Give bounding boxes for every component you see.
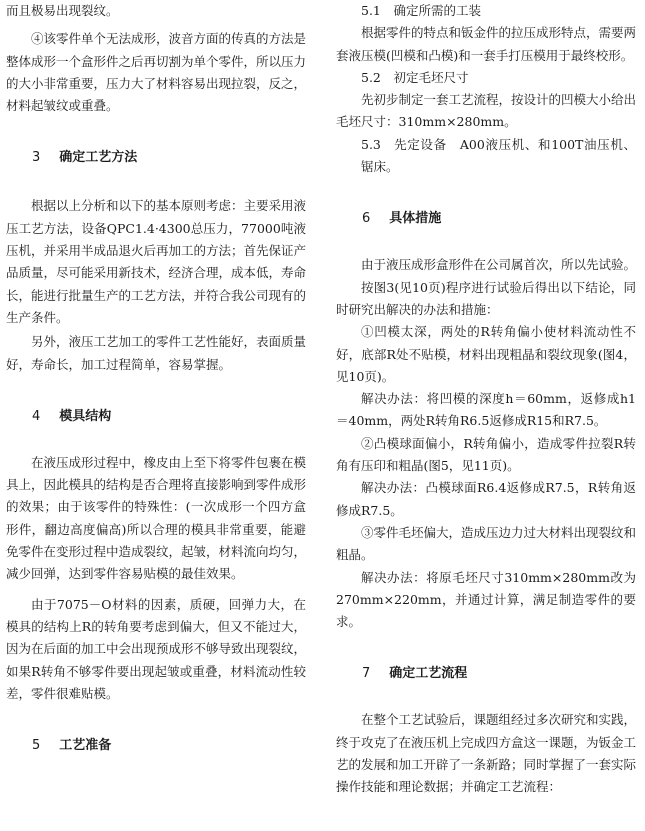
section-heading-6 xyxy=(336,208,636,230)
section-number: 4 xyxy=(32,408,41,424)
subsection-number: 5.2 xyxy=(361,69,381,85)
paragraph: 按图3(见10页)程序进行试验后得出以下结论，同时研究出解决的办法和措施： xyxy=(336,279,636,317)
paragraph: 由于7075－O材料的因素，质硬，回弹力大，在模具的结构上R的转角要考虑到偏大，但又不能过大，因为在后面的加工中会出现预成形不够导致出现裂纹，如果R转角不够零件要出现起皱或重叠，材料流动性较差，零件很难贴模。 xyxy=(6,596,307,701)
paragraph: ③零件毛坯偏大，造成压边力过大材料出现裂纹和粗晶。 xyxy=(336,524,637,563)
paragraph: 解决办法：将原毛坯尺寸310mm×280mm改为270mm×220mm，并通过计算，满足制造零件的要求。 xyxy=(336,569,636,630)
subsection-number: 5.1 xyxy=(361,3,381,18)
section-title: 工艺准备 xyxy=(59,738,112,754)
paragraph: 另外，液压工艺加工的零件工艺性能好，表面质量好，寿命长，加工过程简单，容易掌握。 xyxy=(6,334,307,372)
paragraph: 解决办法：将凹模的深度h＝60mm，返修成h1＝40mm，两处R转角R6.5返修成R15和R7.5。 xyxy=(336,391,636,429)
subsection-text: A00液压机、和100T油压机、锯床。 xyxy=(361,136,636,175)
right-column xyxy=(336,0,636,799)
section-title: 确定工艺流程 xyxy=(389,666,468,682)
section-number: 5 xyxy=(32,738,41,754)
subsection-title: 确定所需的工装 xyxy=(393,3,482,18)
subsection-heading-5-2 xyxy=(336,67,636,89)
paragraph: 根据以上分析和以下的基本原则考虑：主要采用液压工艺方法，设备QPC1.4·4300总压力，77000吨液压机，并采用半成品退火后再加工的方法；首先保证产品质量，尽可能采用新技术，经济合理，成本低，寿命长，能进行批量生产的工艺方法，并符合我公司现有的生产条件。 xyxy=(6,198,307,325)
section-heading-3 xyxy=(6,147,306,169)
paragraph: 而且极易出现裂纹。 xyxy=(6,3,119,18)
section-title: 模具结构 xyxy=(59,408,112,424)
subsection-number: 5.3 xyxy=(361,136,381,152)
paragraph: ①凹模太深，两处的R转角偏小使材料流动性不好，底部R处不贴模，材料出现粗晶和裂纹现象(图4，见10页)。 xyxy=(336,324,636,384)
section-heading-7 xyxy=(336,663,636,685)
paragraph: ④该零件单个无法成形，波音方面的传真的方法是整体成形一个盒形件之后再切割为单个零件，所以压力的大小非常重要，压力大了材料容易出现拉裂，反之，材料起皱纹或重叠。 xyxy=(6,31,307,114)
paragraph: 解决办法：凸模球面R6.4返修成R7.5，R转角返修成R7.5。 xyxy=(336,480,636,518)
paragraph: ②凸模球面偏小，R转角偏小，造成零件拉裂R转角有压印和粗晶(图5，见11页)。 xyxy=(336,435,636,474)
section-heading-4 xyxy=(6,406,306,428)
paragraph: 在液压成形过程中，橡皮由上至下将零件包裹在模具上，因此模具的结构是否合理将直接影响到零件成形的效果；由于该零件的特殊性：(一次成形一个四方盒形件，翻边高度偏高)所以合理的模具非常重要，能避免零件在变形过程中造成裂纹，起皱，材料流向均匀，减少回弹，达到零件容易贴模的最佳效果。 xyxy=(6,454,307,582)
paragraph: 在整个工艺试验后，课题组经过多次研究和实践，终于攻克了在液压机上完成四方盒这一课题，为钣金工艺的发展和加工开辟了一条新路；同时掌握了一套实际操作技能和理论数据；并确定工艺流程： xyxy=(336,712,637,795)
section-heading-5 xyxy=(6,735,306,757)
section-title: 确定工艺方法 xyxy=(59,150,138,166)
paragraph: 由于液压成形盒形件在公司属首次，所以先试验。 xyxy=(361,257,637,273)
subsection-title: 先定设备 xyxy=(393,136,447,152)
subsection-heading-5-1 xyxy=(336,0,636,22)
paragraph: 先初步制定一套工艺流程，按设计的凹模大小给出毛坯尺寸：310mm×280mm。 xyxy=(336,92,637,130)
left-column xyxy=(6,0,306,757)
section-title: 具体措施 xyxy=(389,211,442,227)
paragraph: 根据零件的特点和钣金件的拉压成形特点，需要两套液压模(凹模和凸模)和一套手打压模用于最终校形。 xyxy=(336,25,637,63)
section-number: 3 xyxy=(32,150,41,166)
section-number: 7 xyxy=(362,666,371,682)
subsection-5-3 xyxy=(336,134,636,179)
section-number: 6 xyxy=(362,211,371,227)
subsection-title: 初定毛坯尺寸 xyxy=(393,69,469,85)
